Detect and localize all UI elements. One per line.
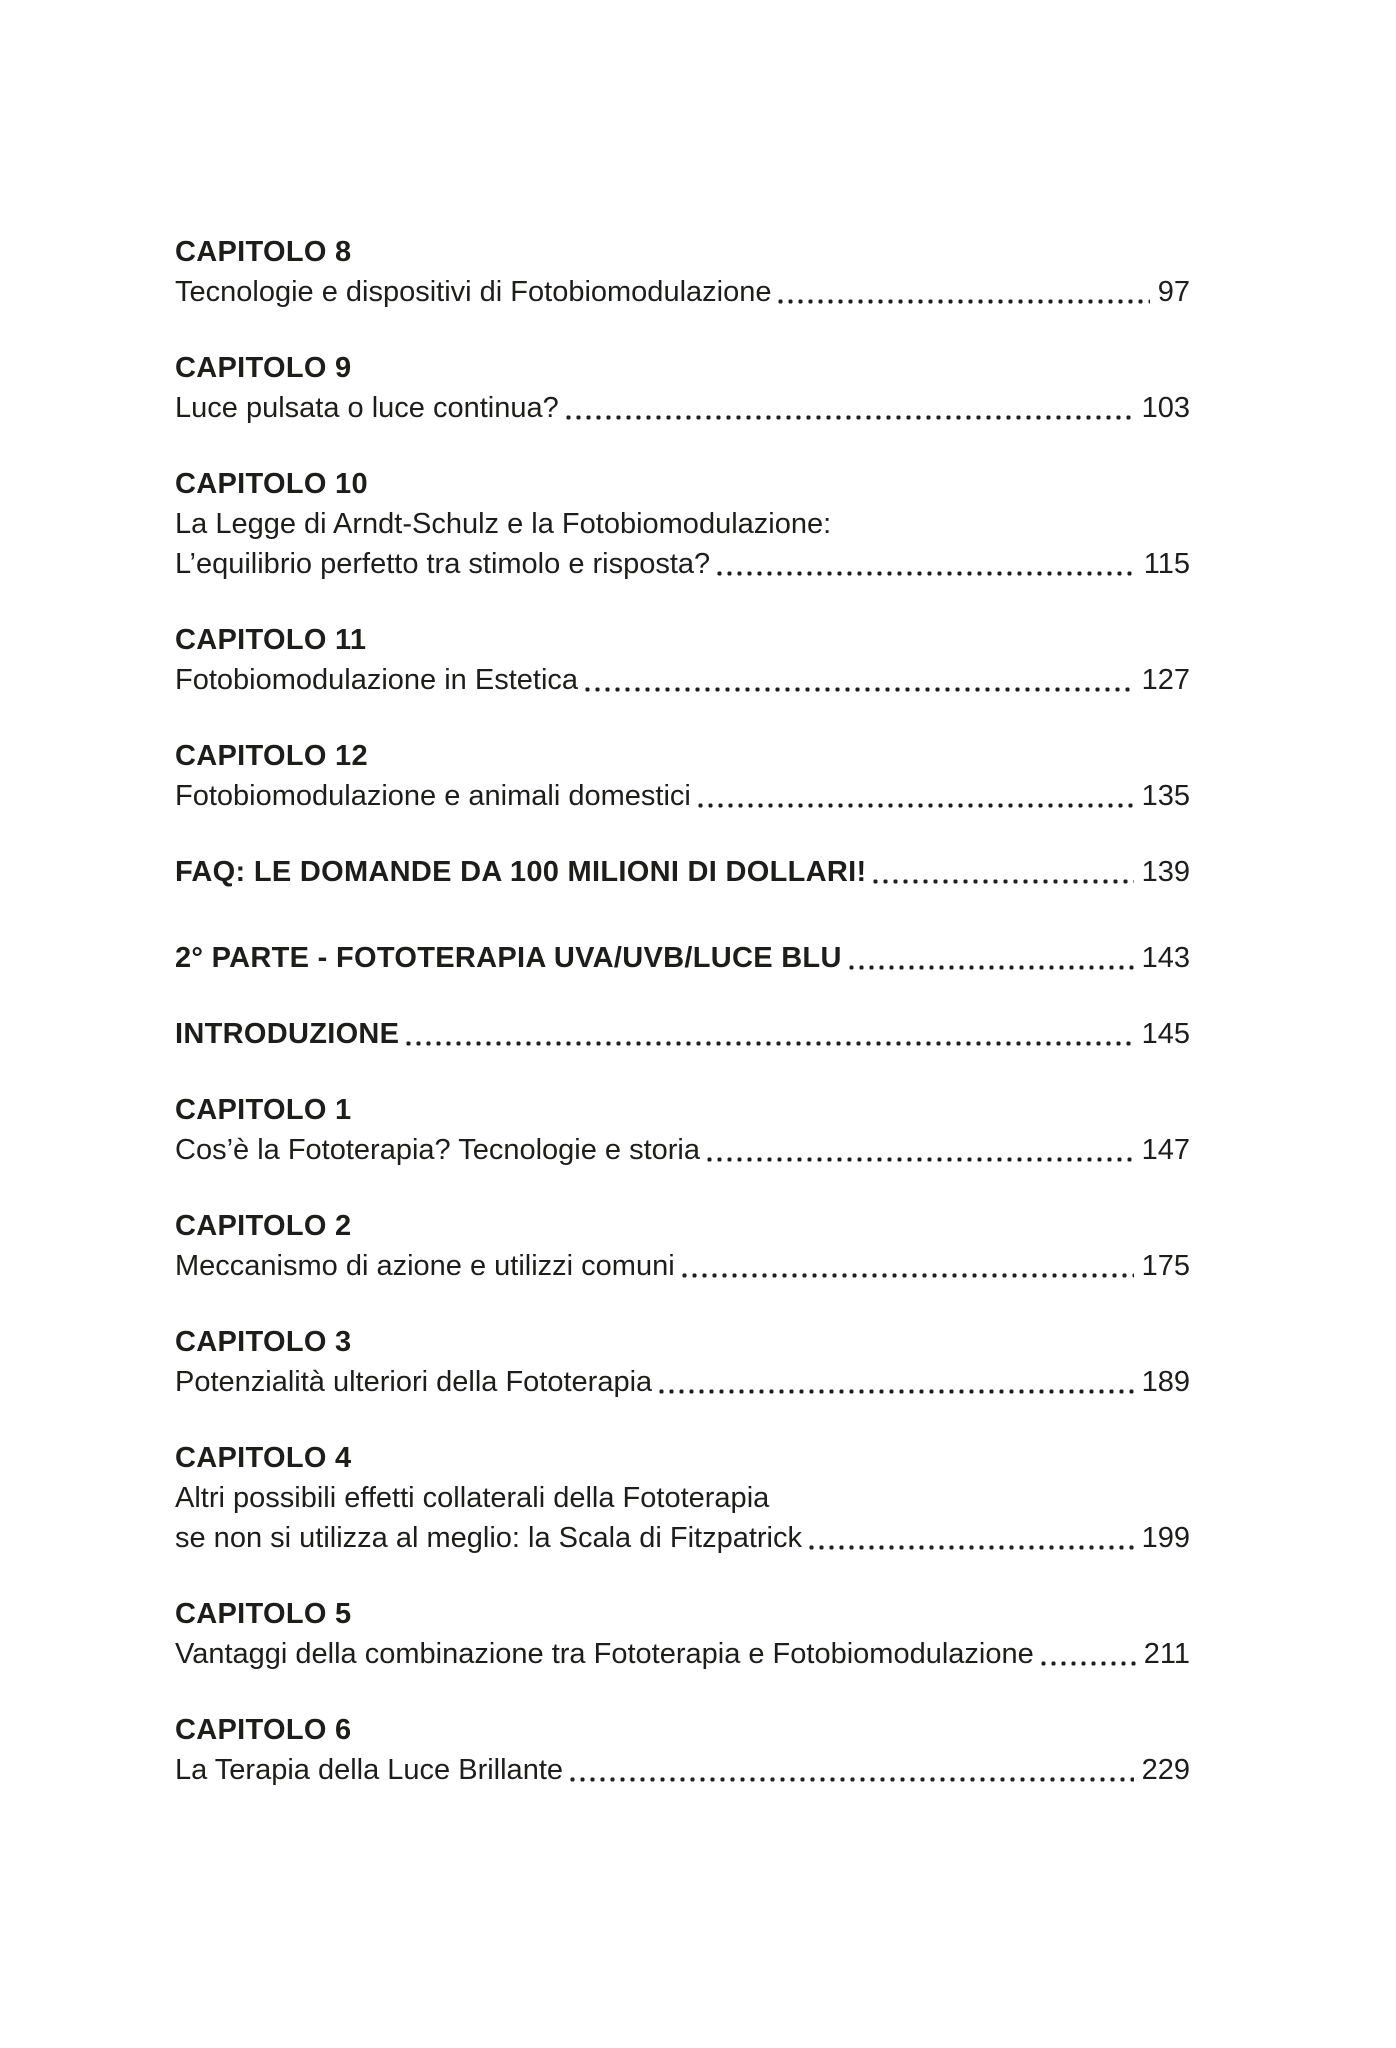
chapter-heading: CAPITOLO 6 — [175, 1714, 352, 1746]
toc-entry — [175, 776, 1190, 816]
toc-entry — [175, 660, 1190, 700]
page-number: 143 — [1141, 942, 1190, 974]
entry-title: se non si utilizza al meglio: la Scala di Fitzpatrick — [175, 1522, 802, 1554]
dot-leader — [809, 1518, 1134, 1558]
dot-leader — [570, 1750, 1134, 1790]
toc-entry — [175, 1014, 1190, 1054]
entry-title: Tecnologie e dispositivi di Fotobiomodulazione — [175, 276, 772, 308]
chapter-heading: CAPITOLO 3 — [175, 1326, 352, 1358]
toc-entry — [175, 1750, 1190, 1790]
dot-leader — [849, 938, 1134, 978]
chapter-block — [175, 1206, 1190, 1286]
toc-entry — [175, 938, 1190, 978]
entry-title: Vantaggi della combinazione tra Fototerapia e Fotobiomodulazione — [175, 1638, 1034, 1670]
table-of-contents — [175, 232, 1190, 1826]
page-number: 135 — [1141, 780, 1190, 812]
chapter-block — [175, 736, 1190, 816]
page-number: 147 — [1141, 1134, 1190, 1166]
page-number: 211 — [1143, 1638, 1190, 1670]
dot-leader — [1041, 1634, 1136, 1674]
dot-leader — [659, 1362, 1133, 1402]
dot-leader — [585, 660, 1134, 700]
page-number: 127 — [1141, 664, 1190, 696]
chapter-block — [175, 620, 1190, 700]
toc-entry — [175, 1130, 1190, 1170]
page-number: 229 — [1141, 1754, 1190, 1786]
toc-entry — [175, 1362, 1190, 1402]
entry-title: Fotobiomodulazione e animali domestici — [175, 780, 691, 812]
introduction-block — [175, 1014, 1190, 1054]
page-number: 189 — [1141, 1366, 1190, 1398]
toc-entry — [175, 1246, 1190, 1286]
dot-leader — [406, 1014, 1133, 1054]
part-2-section-block — [175, 938, 1190, 978]
chapter-heading: CAPITOLO 12 — [175, 740, 368, 772]
entry-title: INTRODUZIONE — [175, 1018, 400, 1050]
entry-title: Fotobiomodulazione in Estetica — [175, 664, 579, 696]
chapter-heading: CAPITOLO 1 — [175, 1094, 352, 1126]
chapter-heading: CAPITOLO 9 — [175, 352, 352, 384]
entry-title: 2° PARTE - FOTOTERAPIA UVA/UVB/LUCE BLU — [175, 942, 842, 974]
entry-title: FAQ: LE DOMANDE DA 100 MILIONI DI DOLLARI! — [175, 856, 867, 888]
dot-leader — [566, 388, 1134, 428]
chapter-heading: CAPITOLO 8 — [175, 236, 352, 268]
dot-leader — [682, 1246, 1134, 1286]
chapter-heading: CAPITOLO 10 — [175, 468, 368, 500]
page-number: 103 — [1141, 392, 1190, 424]
chapter-block — [175, 1090, 1190, 1170]
toc-entry — [175, 852, 1190, 892]
page-number: 115 — [1143, 548, 1190, 580]
toc-entry — [175, 1518, 1190, 1558]
chapter-title-line: La Legge di Arndt-Schulz e la Fotobiomodulazione: — [175, 508, 832, 540]
chapter-heading: CAPITOLO 11 — [175, 624, 367, 656]
entry-title: Meccanismo di azione e utilizzi comuni — [175, 1250, 675, 1282]
entry-title: Luce pulsata o luce continua? — [175, 392, 559, 424]
entry-title: La Terapia della Luce Brillante — [175, 1754, 564, 1786]
chapter-block — [175, 1438, 1190, 1558]
dot-leader — [698, 776, 1134, 816]
dot-leader — [707, 1130, 1134, 1170]
page-number: 175 — [1141, 1250, 1190, 1282]
page-number: 97 — [1157, 276, 1190, 308]
entry-title: Cos’è la Fototerapia? Tecnologie e storia — [175, 1134, 701, 1166]
chapter-block — [175, 464, 1190, 584]
page-number: 199 — [1141, 1522, 1190, 1554]
chapter-heading: CAPITOLO 2 — [175, 1210, 352, 1242]
toc-entry — [175, 1634, 1190, 1674]
chapter-heading: CAPITOLO 5 — [175, 1598, 352, 1630]
chapter-block — [175, 1710, 1190, 1790]
page-number: 145 — [1141, 1018, 1190, 1050]
dot-leader — [717, 544, 1136, 584]
chapter-block — [175, 232, 1190, 312]
dot-leader — [778, 272, 1149, 312]
chapter-heading: CAPITOLO 4 — [175, 1442, 352, 1474]
faq-block — [175, 852, 1190, 892]
page-number: 139 — [1141, 856, 1190, 888]
chapter-block — [175, 1322, 1190, 1402]
toc-entry — [175, 388, 1190, 428]
entry-title: L’equilibrio perfetto tra stimolo e risposta? — [175, 548, 711, 580]
entry-title: Potenzialità ulteriori della Fototerapia — [175, 1366, 653, 1398]
toc-entry — [175, 272, 1190, 312]
chapter-block — [175, 348, 1190, 428]
chapter-title-line: Altri possibili effetti collaterali della Fototerapia — [175, 1482, 770, 1514]
chapter-block — [175, 1594, 1190, 1674]
toc-entry — [175, 544, 1190, 584]
dot-leader — [873, 852, 1133, 892]
